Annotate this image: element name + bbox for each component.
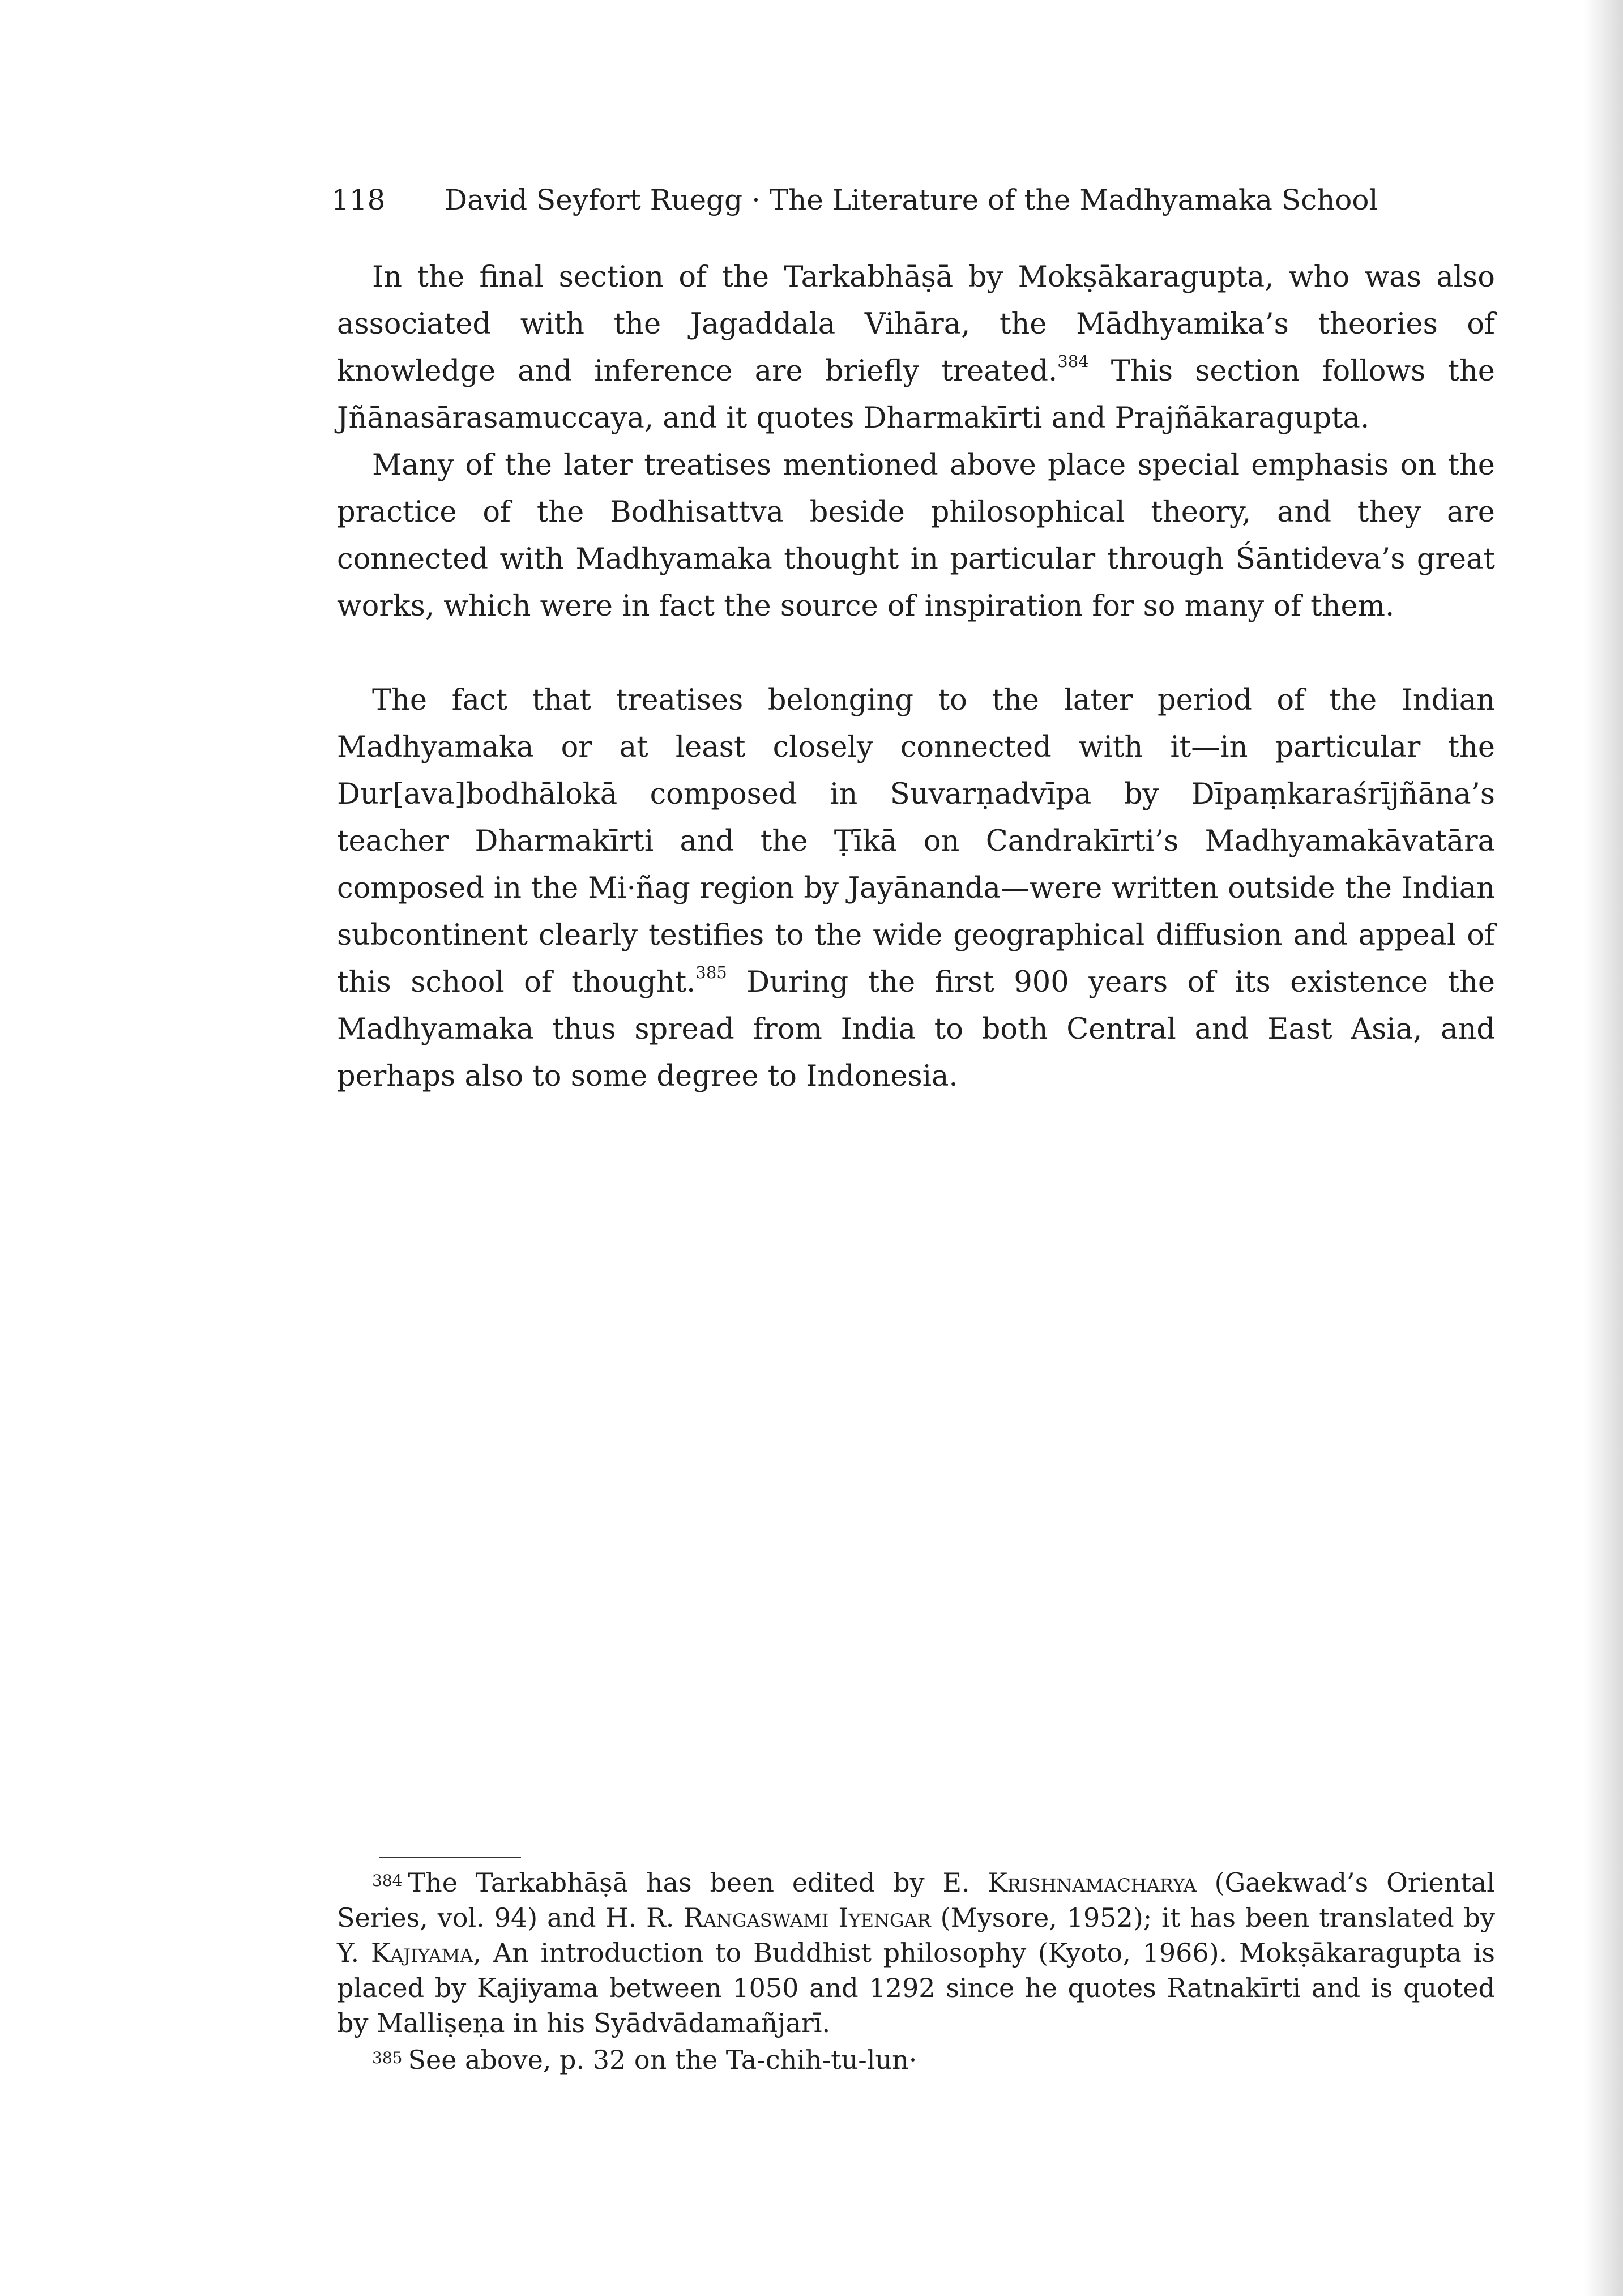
footnote-384: $^{384}$ The Tarkabhāṣā has been edited by E. Krishnamacharya (Gaekwad’s Oriental Series, vol. 94) and H. R. Rangaswami Iyengar (Mysore, 1952); it has been translated by Y. Kajiyama, An introduction to Buddhist philosophy (Kyoto, 1966). Mokṣākaragupta is placed by Kajiyama between 1050 and 1292 since he quotes Ratnakīrti and is quoted by Malliṣeṇa in his Syādvādamañjarī. [337,1867,1496,2038]
footnote-number: 384 [372,1871,403,1890]
footnote-number: 385 [372,2049,403,2067]
running-header [331,180,1390,220]
main-text [337,254,1495,1100]
running-title: David Seyfort Ruegg · The Literature of the Madhyamaka School [445,183,1378,216]
footnote-ref-385: 385 [695,963,727,982]
page-number: 118 [331,183,386,216]
footnote-separator [379,1857,521,1858]
author-name: Rangaswami Iyengar [684,1902,931,1933]
footnote-ref-384: 384 [1057,352,1089,371]
author-name: Krishnamacharya [988,1867,1197,1898]
footnote-385: $^{385}$ See above, p. 32 on the Ta-chih-tu-lun· [372,2045,917,2075]
paragraph-2: Many of the later treatises mentioned above place special emphasis on the practice of the Bodhisattva beside philosophical theory, and they are connected with Madhyamaka thought in particular through Śāntideva’s great works, which were in fact the source of inspiration for so many of them. [337,449,1495,623]
paragraph-3: The fact that treatises belonging to the later period of the Indian Madhyamaka or at least closely connected with it—in particular the Dur[ava]bodhālokā composed in Suvarṇadvīpa by Dīpaṃkaraśrījñāna’s teacher Dharmakīrti and the Ṭīkā on Candrakīrti’s Madhyamakāvatāra composed in the Mi·ñag region by Jayānanda—were written outside the Indian subcontinent clearly testifies to the wide geographical diffusion and appeal of this school of thought.$^{385}$ During the first 900 years of its existence the Madhyamaka thus spread from India to both Central and East Asia, and perhaps also to some degree to Indonesia. [337,684,1496,1093]
author-name: Kajiyama [370,1937,473,1968]
footnotes [337,1863,1495,2077]
paragraph-1: In the final section of the Tarkabhāṣā by Mokṣākaragupta, who was also associated with the Jagaddala Vihāra, the Mādhyamika’s theories of knowledge and inference are briefly treated.$^{384}$ This section follows the Jñānasārasamuccaya, and it quotes Dharmakīrti and Prajñākaragupta. [337,261,1495,435]
page-edge-shadow [1583,0,1623,2296]
